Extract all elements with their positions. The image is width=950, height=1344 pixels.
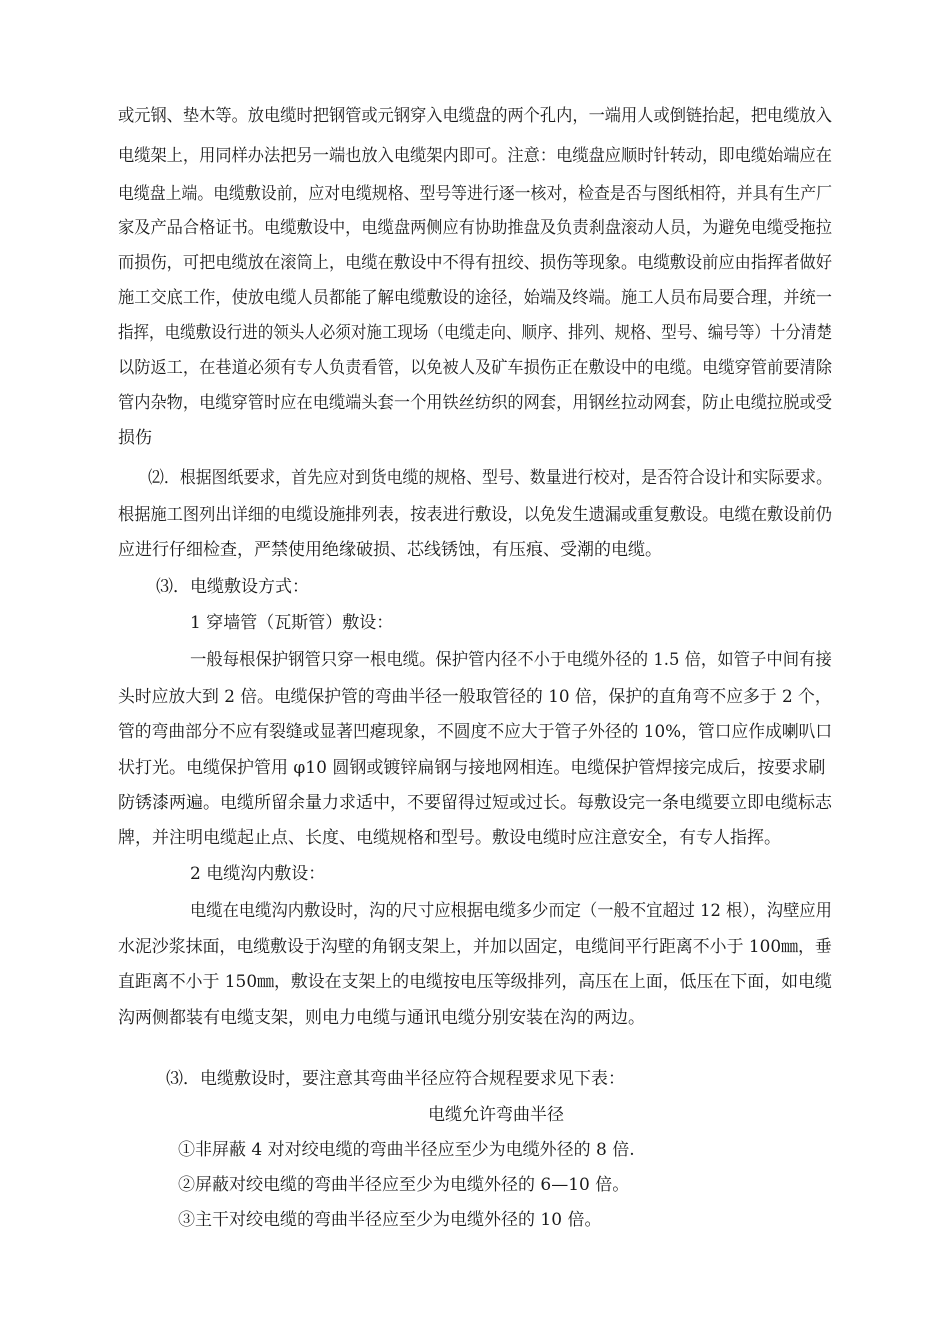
subsection1-line: 状打光。电缆保护管用 φ10 圆钢或镀锌扁钢与接地网相连。电缆保护管焊接完成后，按要求刷 [118,758,826,778]
subsection1-line: 头时应放大到 2 倍。电缆保护管的弯曲半径一般取管径的 10 倍，保护的直角弯不应多于 2 个， [118,687,832,707]
paragraph1-line: 电缆架上，用同样办法把另一端也放入电缆架内即可。注意：电缆盘应顺时针转动，即电缆始端应在 [118,146,832,166]
paragraph1-line: 管内杂物，电缆穿管时应在电缆端头套一个用铁丝纺织的网套，用钢丝拉动网套，防止电缆拉脱或受 [118,393,832,413]
subsection2-line: 直距离不小于 150㎜，敷设在支架上的电缆按电压等级排列，高压在上面，低压在下面，如电缆 [118,972,832,992]
subsection1-line: 一般每根保护钢管只穿一根电缆。保护管内径不小于电缆外径的 1.5 倍，如管子中间有接 [190,650,832,670]
bend-item: ①非屏蔽 4 对对绞电缆的弯曲半径应至少为电缆外径的 8 倍. [178,1140,635,1160]
subsection1-heading: 1 穿墙管（瓦斯管）敷设： [190,613,394,633]
paragraph2-line: 根据施工图列出详细的电缆设施排列表，按表进行敷设，以免发生遗漏或重复敷设。电缆在敷设前仍 [118,505,832,525]
table-title: 电缆允许弯曲半径 [428,1105,564,1125]
subsection2-heading: 2 电缆沟内敷设： [190,864,326,884]
paragraph1-line: 损伤 [118,428,152,448]
paragraph1-line: 施工交底工作，使放电缆人员都能了解电缆敷设的途径，始端及终端。施工人员布局要合理，并统一 [118,288,832,308]
paragraph1-line: 指挥，电缆敷设行进的领头人必须对施工现场（电缆走向、顺序、排列、规格、型号、编号等）十分清楚 [118,323,832,343]
subsection2-line: 水泥沙浆抹面，电缆敷设于沟壁的角钢支架上，并加以固定，电缆间平行距离不小于 100㎜，垂 [118,937,832,957]
section3-heading: ⑶．电缆敷设方式： [156,577,309,597]
paragraph1-line: 或元钢、垫木等。放电缆时把钢管或元钢穿入电缆盘的两个孔内，一端用人或倒链抬起，把电缆放入 [118,106,832,126]
subsection1-line: 防锈漆两遍。电缆所留余量力求适中，不要留得过短或过长。每敷设完一条电缆要立即电缆标志 [118,793,832,813]
bend-item: ③主干对绞电缆的弯曲半径应至少为电缆外径的 10 倍。 [178,1210,602,1230]
subsection1-line: 管的弯曲部分不应有裂缝或显著凹瘪现象，不圆度不应大于管子外径的 10%，管口应作成喇叭口 [118,722,833,742]
paragraph2-line: 应进行仔细检查，严禁使用绝缘破损、芯线锈蚀，有压痕、受潮的电缆。 [118,540,662,560]
section3b-heading: ⑶．电缆敷设时，要注意其弯曲半径应符合规程要求见下表： [166,1069,625,1089]
paragraph1-line: 家及产品合格证书。电缆敷设中，电缆盘两侧应有协助推盘及负责刹盘滚动人员，为避免电缆受拖拉 [118,218,832,238]
bend-item: ②屏蔽对绞电缆的弯曲半径应至少为电缆外径的 6—10 倍。 [178,1175,630,1195]
subsection2-line: 沟两侧都装有电缆支架，则电力电缆与通讯电缆分别安装在沟的两边。 [118,1008,645,1028]
subsection2-line: 电缆在电缆沟内敷设时，沟的尺寸应根据电缆多少而定（一般不宜超过 12 根），沟壁应用 [190,901,832,921]
paragraph1-line: 以防返工，在巷道必须有专人负责看管，以免被人及矿车损伤正在敷设中的电缆。电缆穿管前要清除 [118,358,832,378]
paragraph1-line: 电缆盘上端。电缆敷设前，应对电缆规格、型号等进行逐一核对，检查是否与图纸相符，并具有生产厂 [118,184,832,204]
subsection1-line: 牌，并注明电缆起止点、长度、电缆规格和型号。敷设电缆时应注意安全，有专人指挥。 [118,828,781,848]
paragraph1-line: 而损伤，可把电缆放在滚筒上，电缆在敷设中不得有扭绞、损伤等现象。电缆敷设前应由指挥者做好 [118,253,832,273]
paragraph2-line: ⑵．根据图纸要求，首先应对到货电缆的规格、型号、数量进行校对，是否符合设计和实际要求。 [148,468,832,488]
